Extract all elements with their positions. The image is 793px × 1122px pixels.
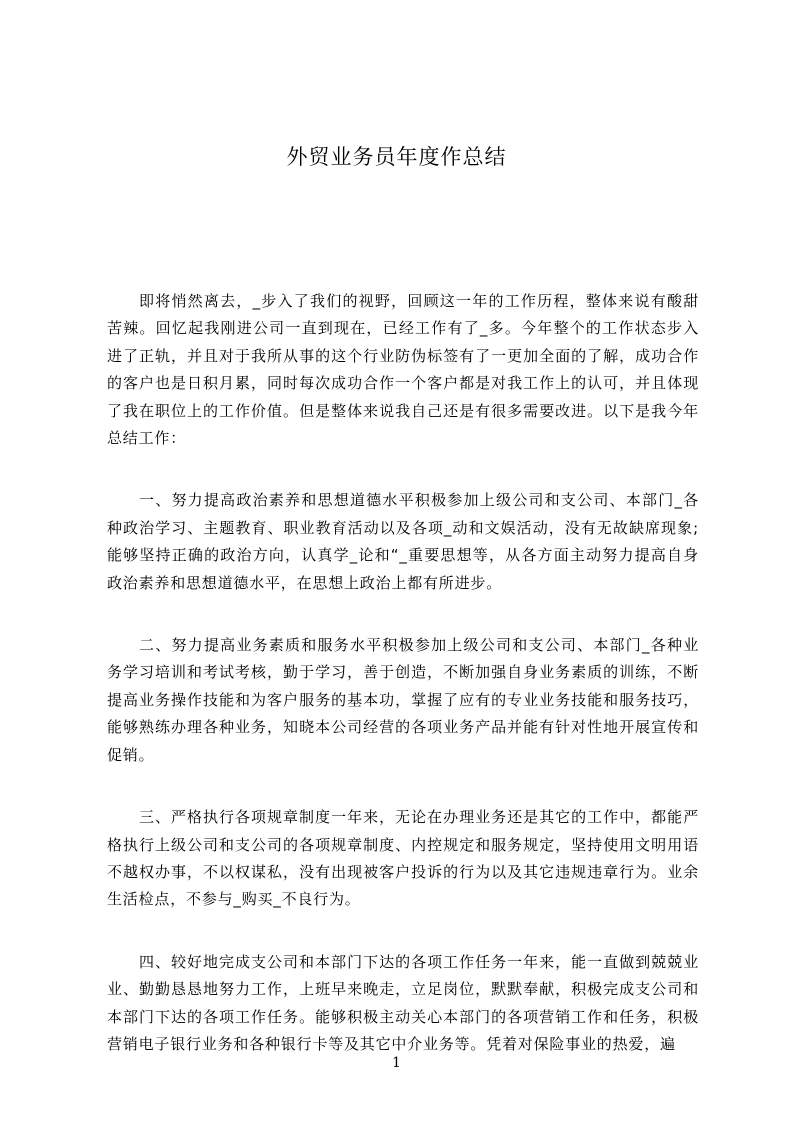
page-number: 1 [392, 1055, 401, 1071]
paragraph-intro: 即将悄然离去，_步入了我们的视野，回顾这一年的工作历程，整体来说有酸甜苦辣。回忆起我刚进公司一直到现在，已经工作有了_多。今年整个的工作状态步入进了正轨，并且对于我所从事的这个行业防伪标签有了一更加全面的了解，成功合作的客户也是日积月累，同时每次成功合作一个客户都是对我工作上的认可，并且体现了我在职位上的工作价值。但是整体来说我自己还是有很多需要改进。以下是我今年总结工作： [107, 292, 699, 448]
paragraph-section-1: 一、努力提高政治素养和思想道德水平积极参加上级公司和支公司、本部门_各种政治学习、主题教育、职业教育活动以及各项_动和文娱活动，没有无故缺席现象;能够坚持正确的政治方向，认真学_论和“_重要思想等，从各方面主动努力提高自身政治素养和思想道德水平，在思想上政治上都有所进步。 [107, 491, 699, 592]
paragraph-section-3: 三、严格执行各项规章制度一年来，无论在办理业务还是其它的工作中，都能严格执行上级公司和支公司的各项规章制度、内控规定和服务规定，坚持使用文明用语不越权办事，不以权谋私，没有出现被客户投诉的行为以及其它违规违章行为。业余生活检点，不参与_购买_不良行为。 [107, 808, 699, 909]
document-title: 外贸业务员年度作总结 [286, 145, 507, 169]
document-body [107, 288, 699, 1093]
paragraph-section-2: 二、努力提高业务素质和服务水平积极参加上级公司和支公司、本部门_各种业务学习培训和考试考核，勤于学习，善于创造，不断加强自身业务素质的训练，不断提高业务操作技能和为客户服务的基本功，掌握了应有的专业业务技能和服务技巧，能够熟练办理各种业务，知晓本公司经营的各项业务产品并能有针对性地开展宣传和促销。 [107, 636, 699, 764]
paragraph-section-4: 四、较好地完成支公司和本部门下达的各项工作任务一年来，能一直做到兢兢业业、勤勤恳恳地努力工作，上班早来晚走，立足岗位，默默奉献，积极完成支公司和本部门下达的各项工作任务。能够积极主动关心本部门的各项营销工作和任务，积极营销电子银行业务和各种银行卡等及其它中介业务等。凭着对保险事业的热爱，遍 [107, 952, 699, 1053]
